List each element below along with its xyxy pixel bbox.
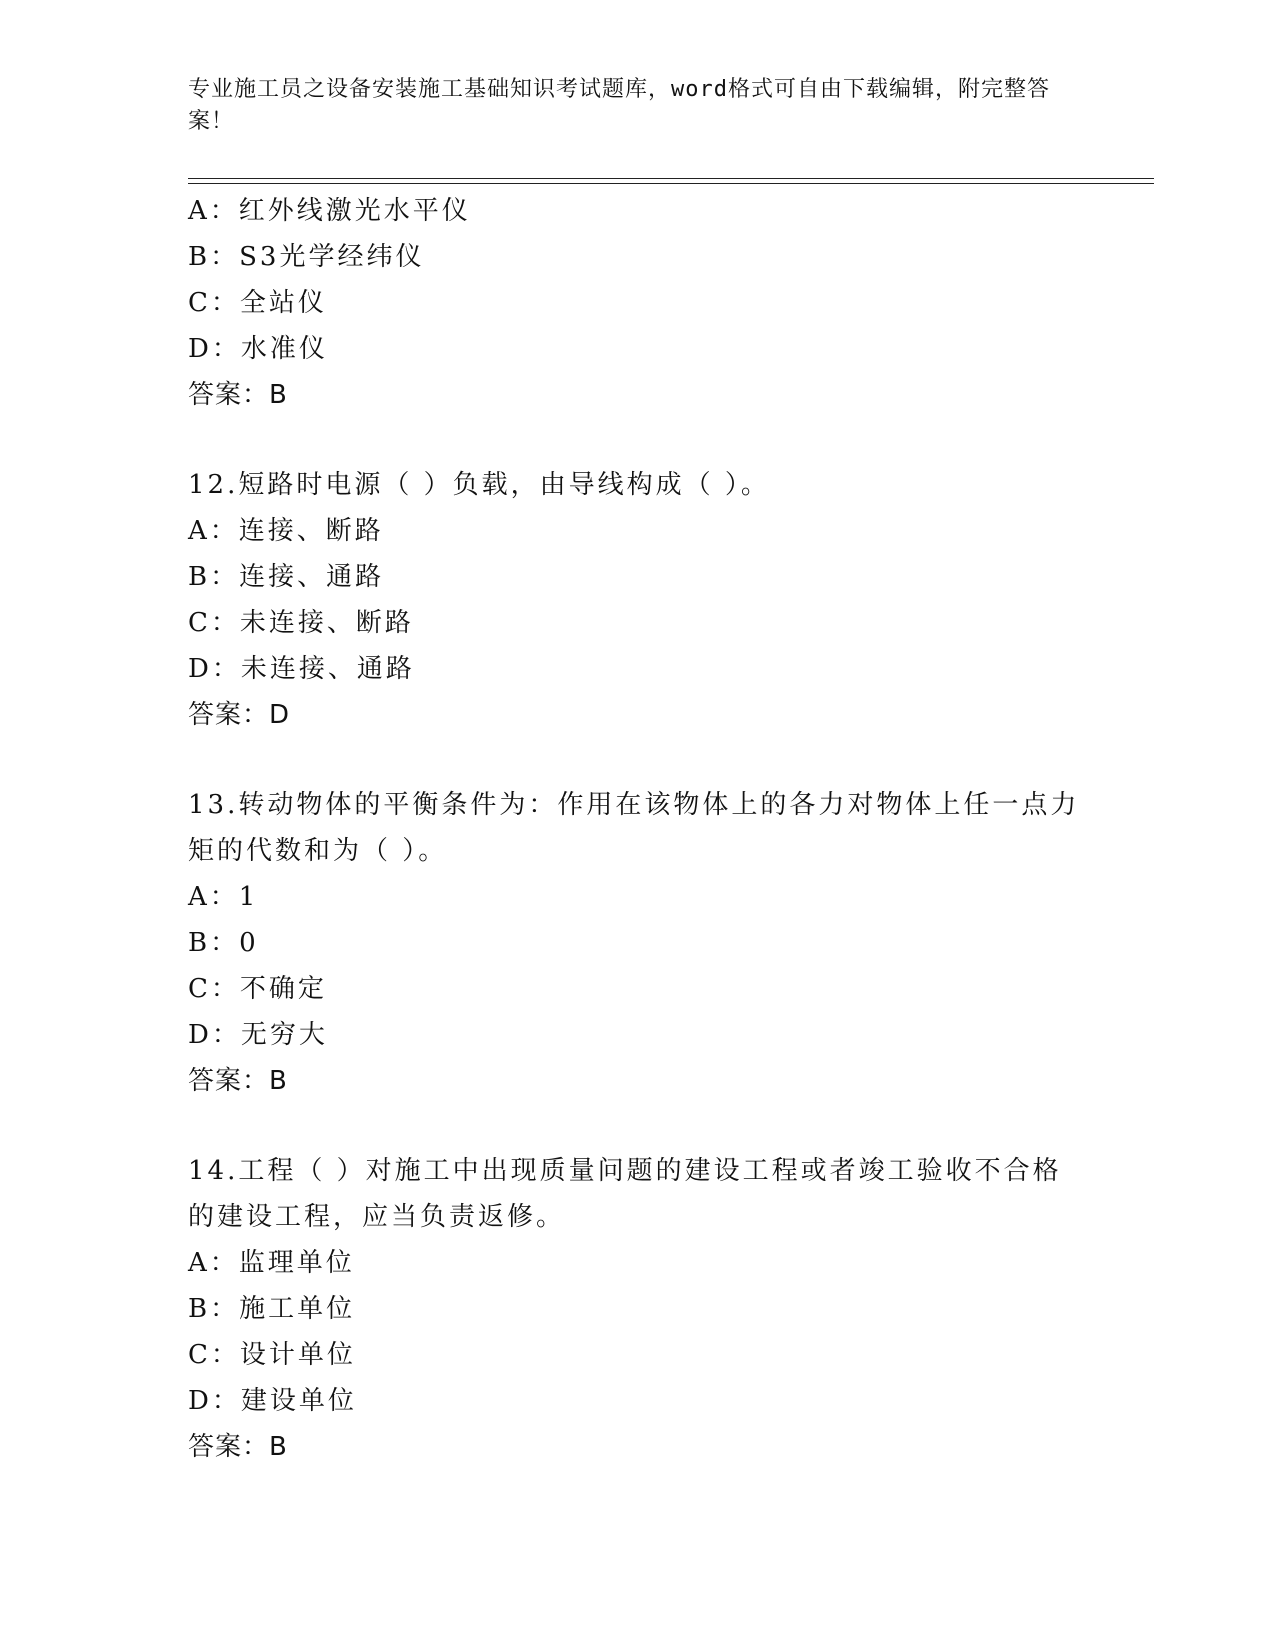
option-b: B：施工单位 — [188, 1294, 356, 1324]
option-d: D：无穷大 — [188, 1020, 328, 1050]
option-c: C：未连接、断路 — [188, 608, 414, 638]
answer-line: 答案：D — [188, 700, 291, 730]
question-13 — [188, 782, 1088, 1104]
option-b: B：0 — [188, 928, 259, 958]
option-a: A：1 — [188, 882, 259, 912]
option-a: A：监理单位 — [188, 1248, 355, 1278]
option-a: A：红外线激光水平仪 — [188, 196, 471, 226]
question-12 — [188, 462, 1088, 738]
option-d: D：水准仪 — [188, 334, 328, 364]
question-14 — [188, 1148, 1088, 1470]
answer-line: 答案：B — [188, 1066, 288, 1096]
option-b: B：S3光学经纬仪 — [188, 242, 425, 272]
question-list — [188, 188, 1088, 1470]
option-c: C：不确定 — [188, 974, 327, 1004]
header-divider-bottom — [188, 183, 1154, 184]
answer-line: 答案：B — [188, 1432, 288, 1462]
header-divider-top — [188, 178, 1154, 179]
carryover-question — [188, 188, 1088, 418]
option-b: B：连接、通路 — [188, 562, 385, 592]
option-d: D：未连接、通路 — [188, 654, 415, 684]
answer-line: 答案：B — [188, 380, 288, 410]
option-c: C：全站仪 — [188, 288, 327, 318]
document-header: 专业施工员之设备安装施工基础知识考试题库，word格式可自由下载编辑，附完整答案！ — [188, 77, 1050, 134]
question-stem: 14.工程（ ）对施工中出现质量问题的建设工程或者竣工验收不合格的建设工程，应当负责返修。 — [188, 1156, 1062, 1232]
option-a: A：连接、断路 — [188, 516, 384, 546]
option-d: D：建设单位 — [188, 1386, 357, 1416]
question-stem: 12.短路时电源（ ）负载，由导线构成（ ）。 — [188, 470, 770, 500]
question-stem: 13.转动物体的平衡条件为：作用在该物体上的各力对物体上任一点力矩的代数和为（ ）。 — [188, 790, 1080, 866]
option-c: C：设计单位 — [188, 1340, 356, 1370]
